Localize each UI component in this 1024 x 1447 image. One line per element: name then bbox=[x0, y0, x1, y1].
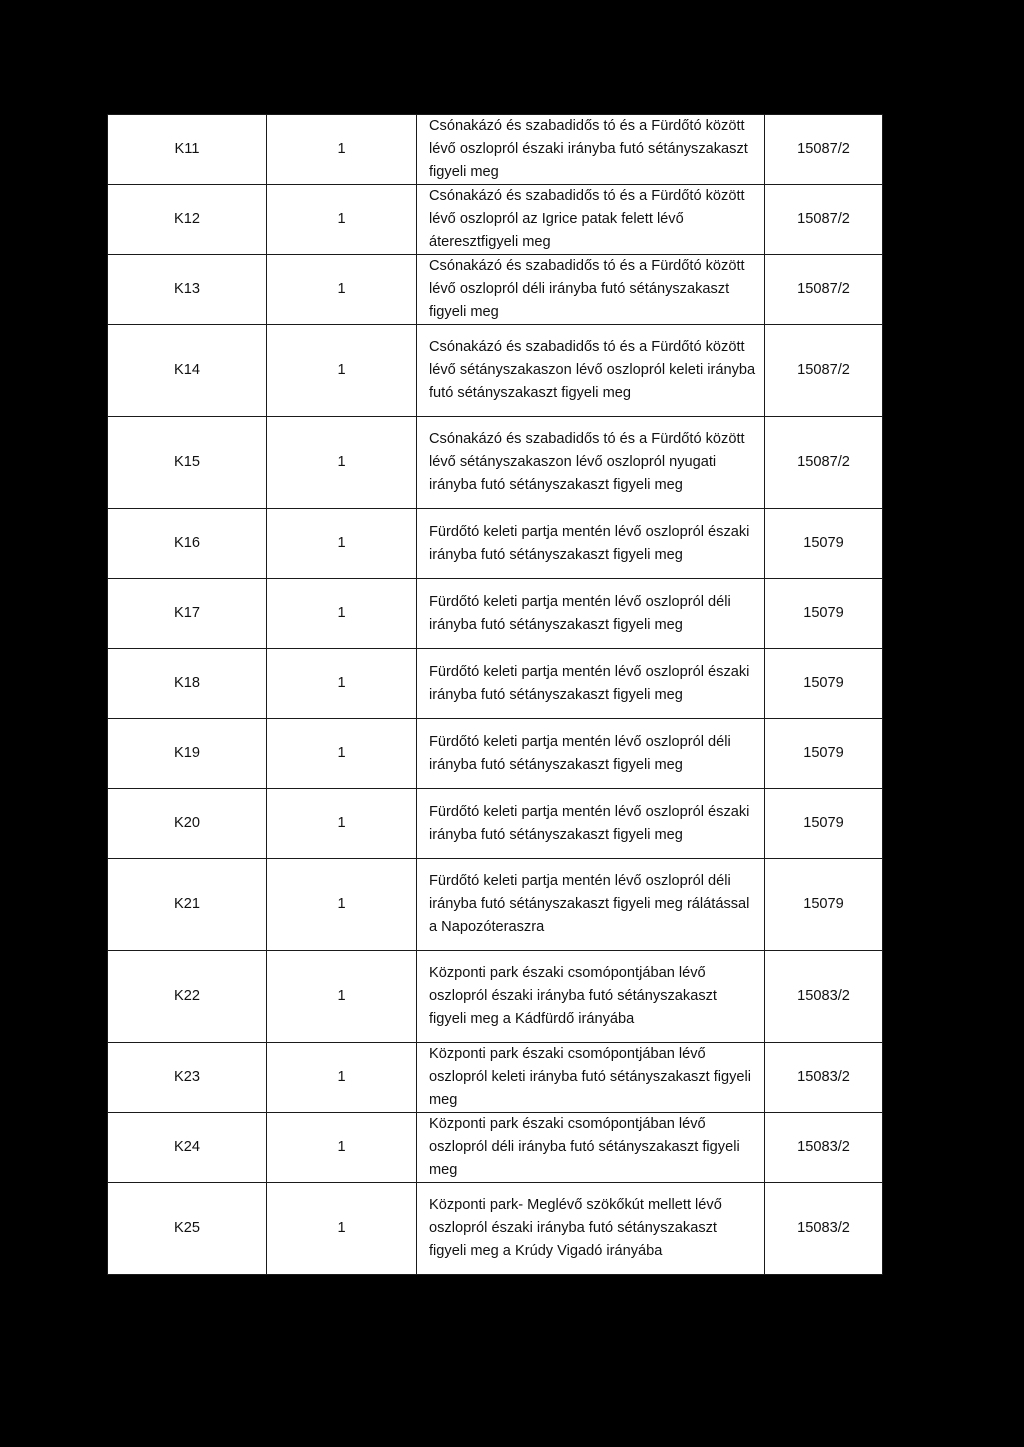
camera-count-cell: 1 bbox=[267, 951, 417, 1043]
camera-id-cell: K13 bbox=[108, 255, 267, 325]
parcel-number-cell: 15087/2 bbox=[765, 255, 883, 325]
table-row bbox=[108, 579, 883, 649]
parcel-number-cell: 15079 bbox=[765, 719, 883, 789]
camera-description-cell: Csónakázó és szabadidős tó és a Fürdőtó között lévő oszlopról északi irányba futó sétányszakaszt figyeli meg bbox=[417, 115, 765, 185]
parcel-number-cell: 15083/2 bbox=[765, 1183, 883, 1275]
camera-id-cell: K15 bbox=[108, 417, 267, 509]
parcel-number-cell: 15083/2 bbox=[765, 1043, 883, 1113]
camera-id-cell: K23 bbox=[108, 1043, 267, 1113]
table-row bbox=[108, 1043, 883, 1113]
camera-description-cell: Fürdőtó keleti partja mentén lévő oszlopról déli irányba futó sétányszakaszt figyeli meg bbox=[417, 719, 765, 789]
parcel-number-cell: 15087/2 bbox=[765, 325, 883, 417]
table-row bbox=[108, 1113, 883, 1183]
camera-id-cell: K18 bbox=[108, 649, 267, 719]
camera-id-cell: K22 bbox=[108, 951, 267, 1043]
camera-count-cell: 1 bbox=[267, 255, 417, 325]
camera-description-cell: Fürdőtó keleti partja mentén lévő oszlopról északi irányba futó sétányszakaszt figyeli meg bbox=[417, 789, 765, 859]
camera-count-cell: 1 bbox=[267, 579, 417, 649]
camera-count-cell: 1 bbox=[267, 417, 417, 509]
camera-id-cell: K11 bbox=[108, 115, 267, 185]
parcel-number-cell: 15079 bbox=[765, 579, 883, 649]
camera-id-cell: K12 bbox=[108, 185, 267, 255]
camera-count-cell: 1 bbox=[267, 1113, 417, 1183]
table-row bbox=[108, 325, 883, 417]
camera-description-cell: Fürdőtó keleti partja mentén lévő oszlopról déli irányba futó sétányszakaszt figyeli meg bbox=[417, 579, 765, 649]
camera-id-cell: K16 bbox=[108, 509, 267, 579]
camera-count-cell: 1 bbox=[267, 185, 417, 255]
camera-count-cell: 1 bbox=[267, 719, 417, 789]
parcel-number-cell: 15087/2 bbox=[765, 417, 883, 509]
camera-description-cell: Csónakázó és szabadidős tó és a Fürdőtó között lévő oszlopról az Igrice patak felett lévő áteresztfigyeli meg bbox=[417, 185, 765, 255]
camera-description-cell: Csónakázó és szabadidős tó és a Fürdőtó között lévő oszlopról déli irányba futó sétányszakaszt figyeli meg bbox=[417, 255, 765, 325]
parcel-number-cell: 15079 bbox=[765, 509, 883, 579]
camera-id-cell: K19 bbox=[108, 719, 267, 789]
parcel-number-cell: 15079 bbox=[765, 789, 883, 859]
camera-description-cell: Központi park- Meglévő szökőkút mellett lévő oszlopról északi irányba futó sétányszakaszt figyeli meg a Krúdy Vigadó irányába bbox=[417, 1183, 765, 1275]
camera-description-cell: Központi park északi csomópontjában lévő oszlopról északi irányba futó sétányszakaszt figyeli meg a Kádfürdő irányába bbox=[417, 951, 765, 1043]
camera-description-cell: Fürdőtó keleti partja mentén lévő oszlopról déli irányba futó sétányszakaszt figyeli meg rálátással a Napozóteraszra bbox=[417, 859, 765, 951]
parcel-number-cell: 15079 bbox=[765, 649, 883, 719]
table-row bbox=[108, 859, 883, 951]
camera-count-cell: 1 bbox=[267, 325, 417, 417]
camera-description-cell: Központi park északi csomópontjában lévő oszlopról déli irányba futó sétányszakaszt figyeli meg bbox=[417, 1113, 765, 1183]
table-row bbox=[108, 115, 883, 185]
camera-count-cell: 1 bbox=[267, 789, 417, 859]
camera-count-cell: 1 bbox=[267, 649, 417, 719]
camera-description-cell: Központi park északi csomópontjában lévő oszlopról keleti irányba futó sétányszakaszt figyeli meg bbox=[417, 1043, 765, 1113]
camera-description-cell: Csónakázó és szabadidős tó és a Fürdőtó között lévő sétányszakaszon lévő oszlopról nyugati irányba futó sétányszakaszt figyeli meg bbox=[417, 417, 765, 509]
table-row bbox=[108, 789, 883, 859]
camera-count-cell: 1 bbox=[267, 1183, 417, 1275]
table-row bbox=[108, 509, 883, 579]
table-row bbox=[108, 417, 883, 509]
parcel-number-cell: 15079 bbox=[765, 859, 883, 951]
table-row bbox=[108, 719, 883, 789]
camera-description-cell: Fürdőtó keleti partja mentén lévő oszlopról északi irányba futó sétányszakaszt figyeli meg bbox=[417, 649, 765, 719]
table-row bbox=[108, 951, 883, 1043]
table-row bbox=[108, 649, 883, 719]
parcel-number-cell: 15087/2 bbox=[765, 185, 883, 255]
camera-id-cell: K14 bbox=[108, 325, 267, 417]
camera-id-cell: K20 bbox=[108, 789, 267, 859]
camera-id-cell: K25 bbox=[108, 1183, 267, 1275]
parcel-number-cell: 15087/2 bbox=[765, 115, 883, 185]
camera-id-cell: K17 bbox=[108, 579, 267, 649]
camera-id-cell: K21 bbox=[108, 859, 267, 951]
table-row bbox=[108, 1183, 883, 1275]
camera-id-cell: K24 bbox=[108, 1113, 267, 1183]
table-row bbox=[108, 185, 883, 255]
parcel-number-cell: 15083/2 bbox=[765, 951, 883, 1043]
parcel-number-cell: 15083/2 bbox=[765, 1113, 883, 1183]
camera-description-cell: Csónakázó és szabadidős tó és a Fürdőtó között lévő sétányszakaszon lévő oszlopról keleti irányba futó sétányszakaszt figyeli meg bbox=[417, 325, 765, 417]
camera-description-cell: Fürdőtó keleti partja mentén lévő oszlopról északi irányba futó sétányszakaszt figyeli meg bbox=[417, 509, 765, 579]
camera-count-cell: 1 bbox=[267, 859, 417, 951]
camera-count-cell: 1 bbox=[267, 1043, 417, 1113]
table-row bbox=[108, 255, 883, 325]
camera-count-cell: 1 bbox=[267, 115, 417, 185]
camera-table bbox=[107, 114, 883, 1275]
camera-count-cell: 1 bbox=[267, 509, 417, 579]
